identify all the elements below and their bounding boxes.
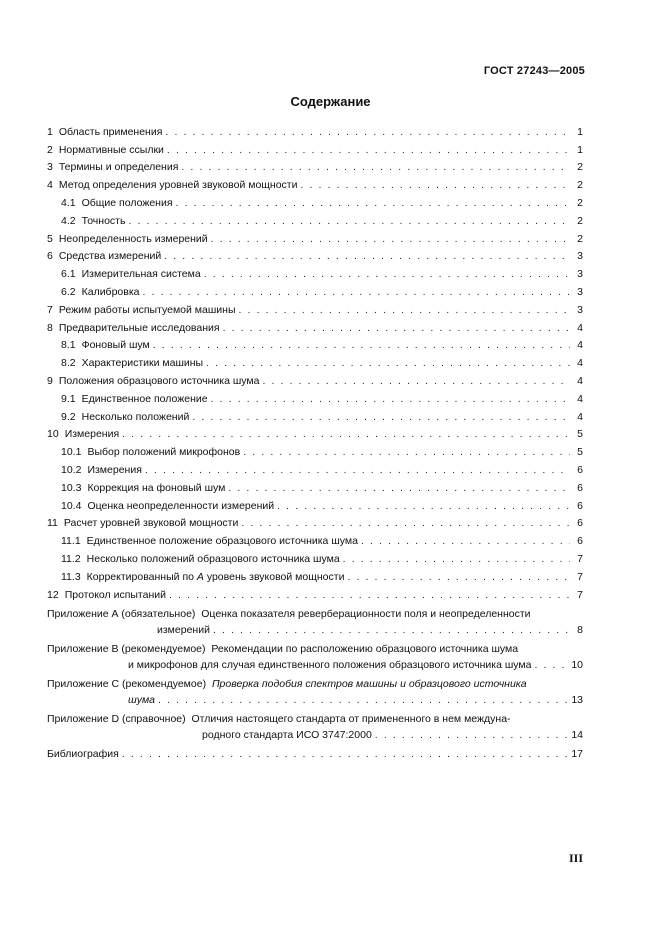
toc-entry-9-1[interactable]: 9.1 Единственное положение . . . 4 [47, 387, 583, 405]
toc-entry-5[interactable]: 5 Неопределенность измерений . . . 2 [47, 227, 583, 245]
toc-appendix-a[interactable]: Приложение А (обязательное) Оценка показателя реверберационности поля и неопределенности измерений . . . 8 [47, 604, 583, 636]
toc-entry-11-3[interactable]: 11.3 Корректированный по А уровень звуковой мощности . . . 7 [47, 565, 583, 583]
toc-entry-8[interactable]: 8 Предварительные исследования . . . 4 [47, 316, 583, 334]
toc-entry-11-2[interactable]: 11.2 Несколько положений образцового источника шума . . . 7 [47, 547, 583, 565]
table-of-contents [47, 120, 583, 760]
toc-entry-9-2[interactable]: 9.2 Несколько положений . . . 4 [47, 405, 583, 423]
toc-entry-3[interactable]: 3 Термины и определения . . . 2 [47, 156, 583, 174]
toc-entry-2[interactable]: 2 Нормативные ссылки . . . 1 [47, 138, 583, 156]
page-number: III [568, 851, 583, 865]
toc-entry-4-1[interactable]: 4.1 Общие положения . . . 2 [47, 191, 583, 209]
toc-entry-12[interactable]: 12 Протокол испытаний . . . 7 [47, 583, 583, 601]
toc-entry-6-2[interactable]: 6.2 Калибровка . . . 3 [47, 280, 583, 298]
toc-entry-4[interactable]: 4 Метод определения уровней звуковой мощности . . . 2 [47, 173, 583, 191]
toc-appendix-b[interactable]: Приложение В (рекомендуемое) Рекомендации по расположению образцового источника шума и микрофонов для случая единственного положения образцового источника шума . . . 10 [47, 639, 583, 671]
toc-entry-10-4[interactable]: 10.4 Оценка неопределенности измерений . . . 6 [47, 494, 583, 512]
document-header: ГОСТ 27243—2005 [483, 65, 585, 77]
toc-entry-4-2[interactable]: 4.2 Точность . . . 2 [47, 209, 583, 227]
toc-entry-8-2[interactable]: 8.2 Характеристики машины . . . 4 [47, 351, 583, 369]
toc-entry-10-1[interactable]: 10.1 Выбор положений микрофонов . . . 5 [47, 440, 583, 458]
toc-entry-11[interactable]: 11 Расчет уровней звуковой мощности . . . 6 [47, 512, 583, 530]
toc-entry-10-3[interactable]: 10.3 Коррекция на фоновый шум . . . 6 [47, 476, 583, 494]
toc-entry-bibliography[interactable]: Библиография . . . 17 [47, 743, 583, 761]
toc-entry-8-1[interactable]: 8.1 Фоновый шум . . . 4 [47, 334, 583, 352]
page-title: Содержание [290, 94, 371, 109]
toc-appendix-d[interactable]: Приложение D (справочное) Отличия настоящего стандарта от примененного в нем междуна- родного стандарта ИСО 3747:2000 . . . 14 [47, 709, 583, 741]
toc-entry-10-2[interactable]: 10.2 Измерения . . . 6 [47, 458, 583, 476]
toc-entry-6-1[interactable]: 6.1 Измерительная система . . . 3 [47, 262, 583, 280]
toc-entry-10[interactable]: 10 Измерения . . . 5 [47, 423, 583, 441]
toc-appendix-c[interactable]: Приложение С (рекомендуемое) Проверка подобия спектров машины и образцового источника шума . . . 13 [47, 674, 583, 706]
toc-entry-7[interactable]: 7 Режим работы испытуемой машины . . . 3 [47, 298, 583, 316]
toc-entry-9[interactable]: 9 Положения образцового источника шума . . . 4 [47, 369, 583, 387]
toc-entry-11-1[interactable]: 11.1 Единственное положение образцового источника шума . . . 6 [47, 529, 583, 547]
toc-entry-6[interactable]: 6 Средства измерений . . . 3 [47, 245, 583, 263]
toc-entry-1[interactable]: 1 Область применения . . . 1 [47, 120, 583, 138]
